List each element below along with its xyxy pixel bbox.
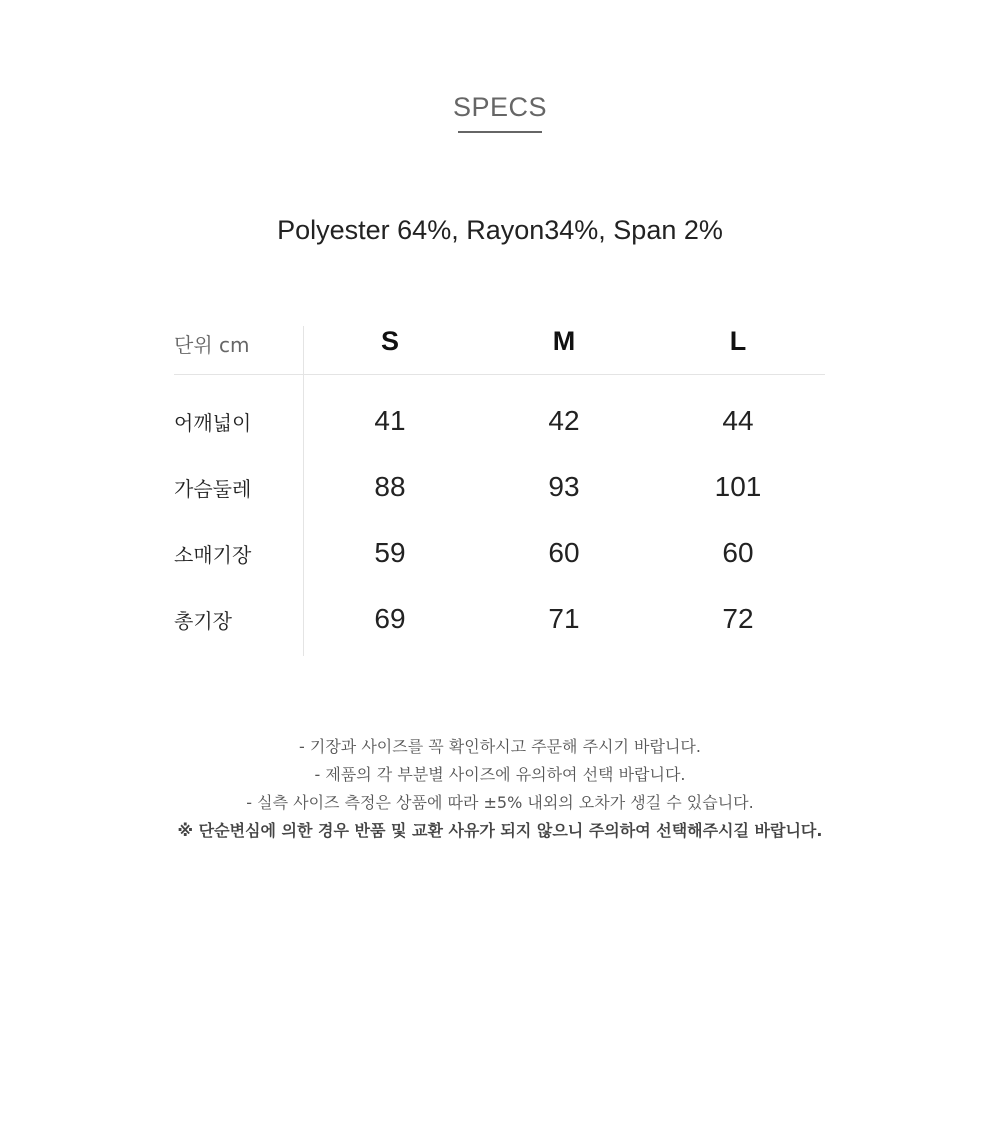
table-cell: 60 — [722, 537, 754, 568]
size-header-s: S — [380, 326, 399, 356]
table-header-divider — [174, 374, 825, 375]
table-cell: 101 — [714, 471, 762, 502]
table-cell: 42 — [548, 405, 580, 436]
note-line: - 제품의 각 부분별 사이즈에 유의하여 선택 바랍니다. — [314, 765, 686, 784]
unit-label: 단위 cm — [174, 333, 250, 357]
note-line: - 기장과 사이즈를 꼭 확인하시고 주문해 주시기 바랍니다. — [299, 737, 701, 756]
specs-title: SPECS — [452, 92, 548, 122]
specs-title-underline — [458, 131, 542, 133]
table-cell: 71 — [548, 603, 580, 634]
row-label-chest: 가슴둘레 — [174, 477, 252, 501]
row-label-total-length: 총기장 — [174, 609, 232, 633]
table-cell: 44 — [722, 405, 754, 436]
notes — [0, 733, 1000, 845]
table-cell: 59 — [374, 537, 406, 568]
table-cell: 93 — [548, 471, 580, 502]
table-cell: 72 — [722, 603, 754, 634]
row-label-shoulder: 어깨넓이 — [174, 411, 252, 435]
table-cell: 69 — [374, 603, 406, 634]
size-header-l: L — [729, 326, 747, 356]
size-header-m: M — [552, 326, 576, 356]
note-line: - 실측 사이즈 측정은 상품에 따라 ±5% 내외의 오차가 생길 수 있습니다. — [246, 793, 754, 812]
row-label-sleeve: 소매기장 — [174, 543, 252, 567]
table-cell: 88 — [374, 471, 406, 502]
table-cell: 41 — [374, 405, 406, 436]
notice-line: ※ 단순변심에 의한 경우 반품 및 교환 사유가 되지 않으니 주의하여 선택해주시길 바랍니다. — [177, 821, 823, 840]
material-composition: Polyester 64%, Rayon34%, Span 2% — [277, 215, 723, 245]
table-cell: 60 — [548, 537, 580, 568]
table-vertical-divider — [303, 326, 304, 656]
